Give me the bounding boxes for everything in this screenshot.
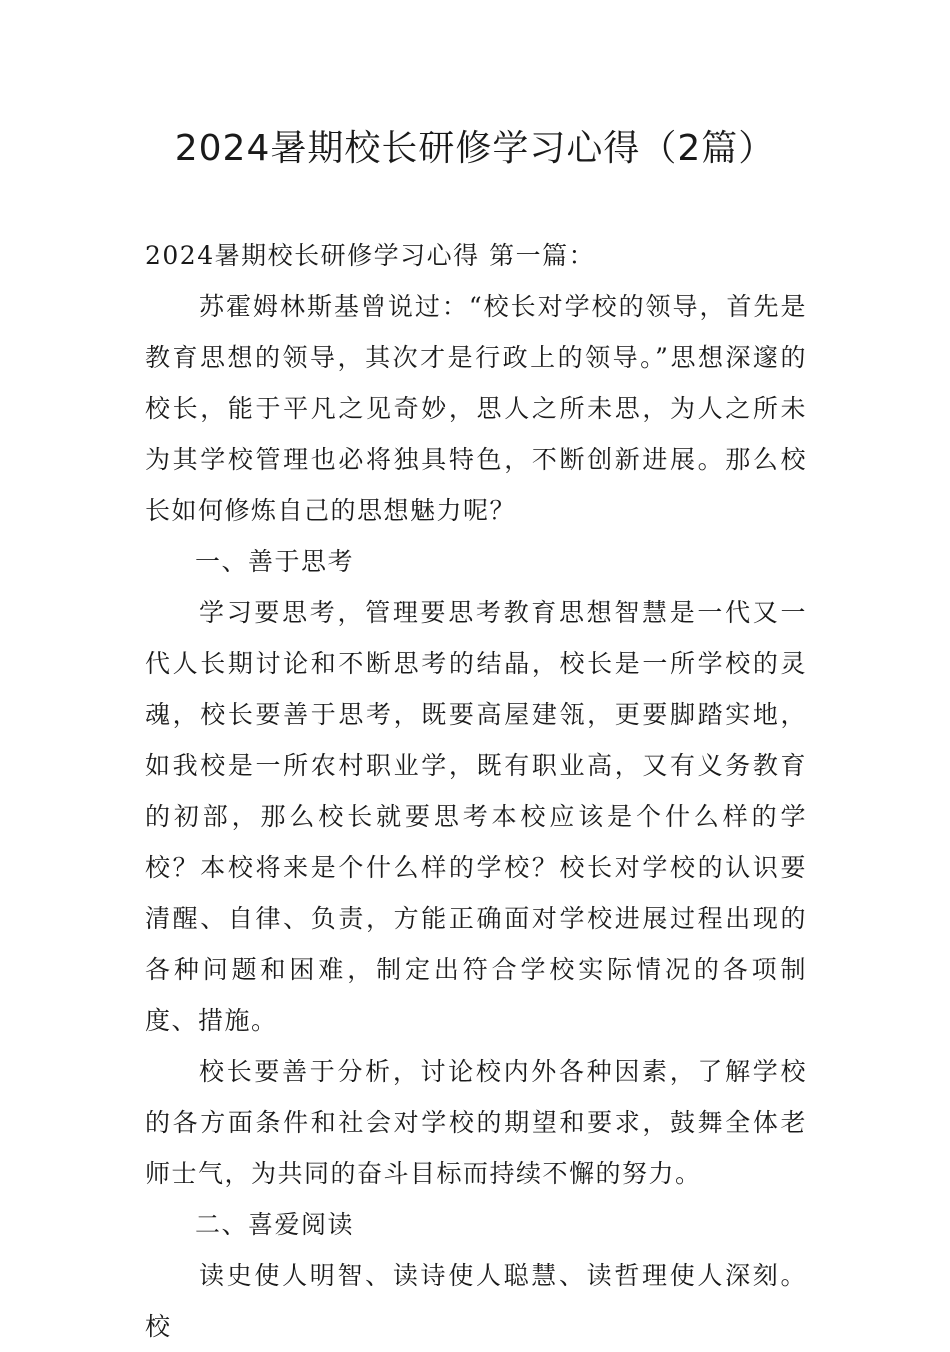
paragraph-4: 读史使人明智、读诗使人聪慧、读哲理使人深刻。校 [145, 1261, 807, 1341]
section-heading-1: 一、善于思考 [195, 547, 355, 576]
document-title: 2024暑期校长研修学习心得（2篇） [174, 128, 776, 169]
section-heading-2: 二、喜爱阅读 [195, 1210, 355, 1239]
article-body [145, 230, 807, 1352]
paragraph-3: 校长要善于分析，讨论校内外各种因素，了解学校的各方面条件和社会对学校的期望和要求，鼓舞全体老师士气，为共同的奋斗目标而持续不懈的努力。 [145, 1057, 807, 1188]
paragraph-1: 苏霍姆林斯基曾说过：“校长对学校的领导，首先是教育思想的领导，其次才是行政上的领导。”思想深邃的校长，能于平凡之见奇妙，思人之所未思，为人之所未为其学校管理也必将独具特色，不断创新进展。那么校长如何修炼自己的思想魅力呢？ [145, 292, 807, 525]
part-heading: 2024暑期校长研修学习心得 第一篇： [145, 241, 596, 270]
paragraph-2: 学习要思考，管理要思考教育思想智慧是一代又一代人长期讨论和不断思考的结晶，校长是一所学校的灵魂，校长要善于思考，既要高屋建瓴，更要脚踏实地，如我校是一所农村职业学，既有职业高，又有义务教育的初部，那么校长就要思考本校应该是个什么样的学校？本校将来是个什么样的学校？校长对学校的认识要清醒、自律、负责，方能正确面对学校进展过程出现的各种问题和困难，制定出符合学校实际情况的各项制度、措施。 [145, 598, 807, 1035]
